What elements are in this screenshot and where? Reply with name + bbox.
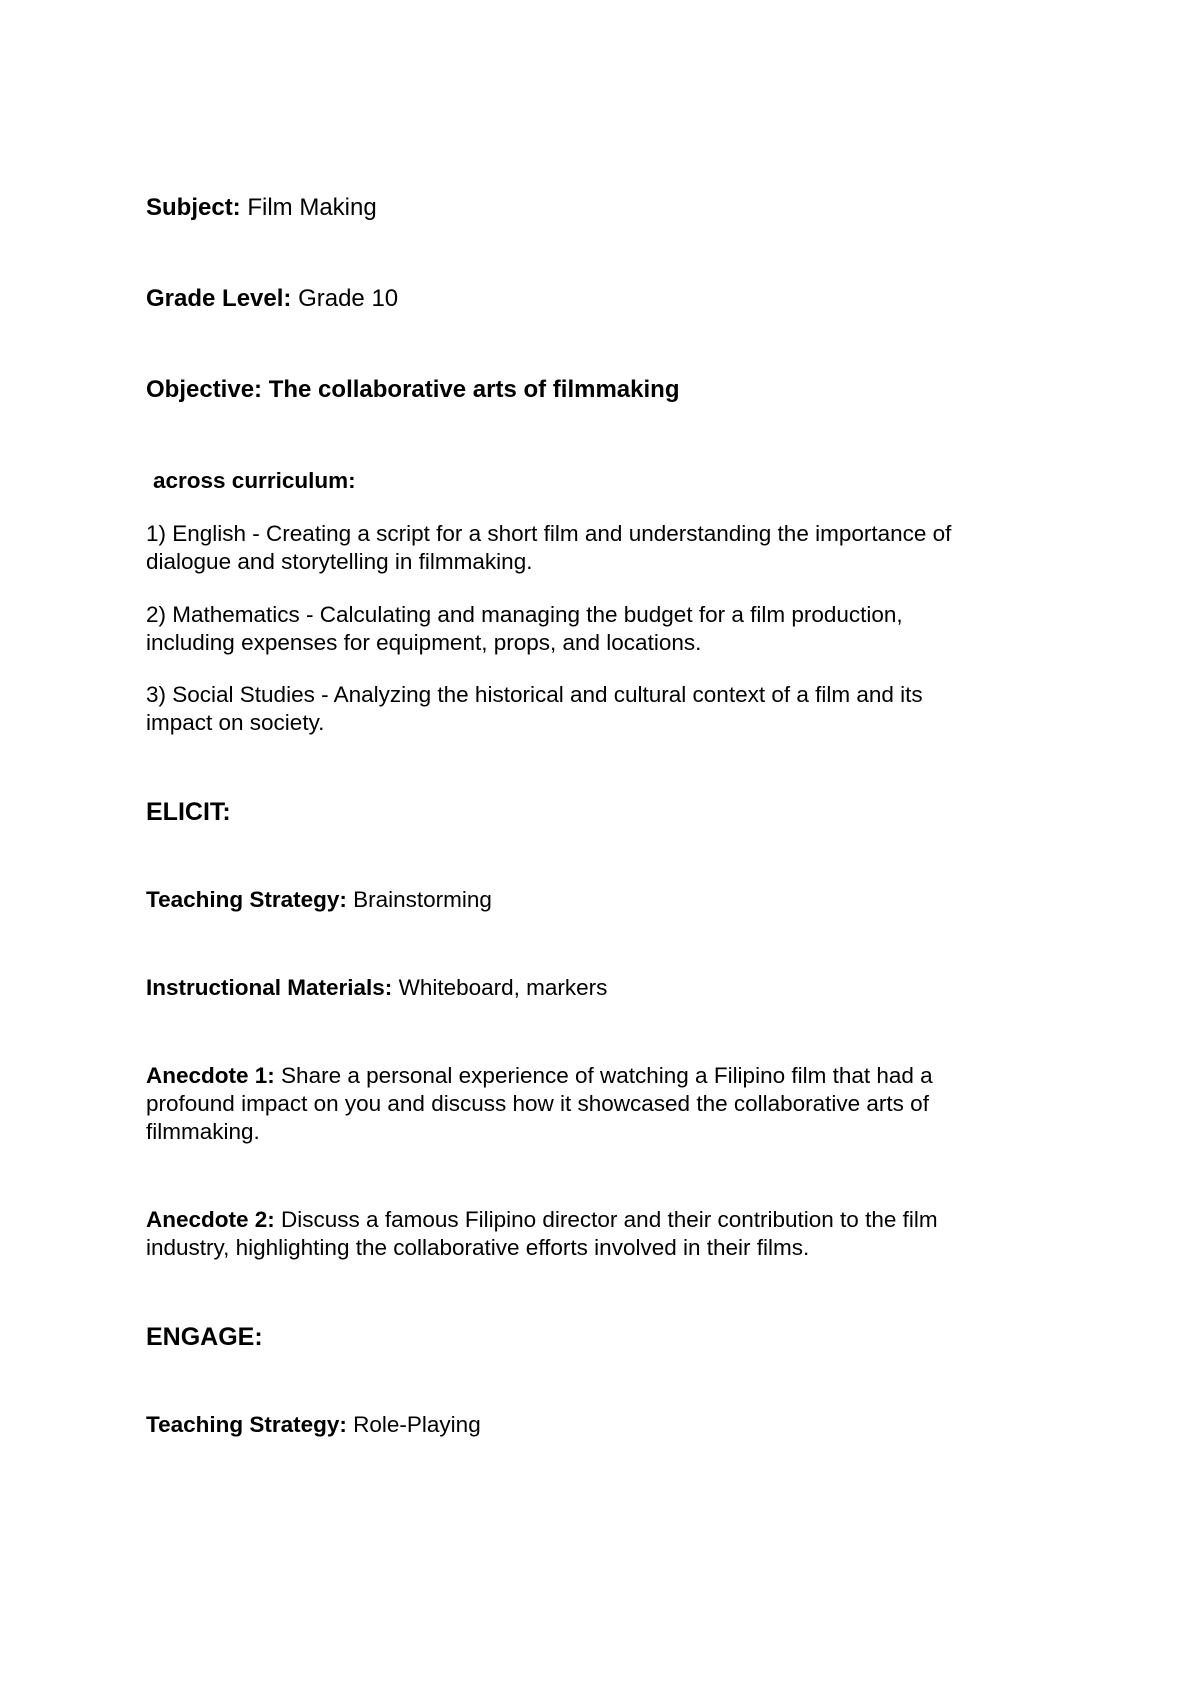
subject-label: Subject: xyxy=(146,194,241,221)
anecdote-2 xyxy=(146,1206,1046,1262)
objective-value: The collaborative arts of filmmaking xyxy=(268,376,680,403)
anecdote-1-line-3: filmmaking. xyxy=(146,1119,260,1144)
instructional-materials-value: Whiteboard, markers xyxy=(398,975,608,1000)
instructional-materials-line xyxy=(146,974,1046,1002)
curriculum-item-2-line-2: including expenses for equipment, props, and locations. xyxy=(146,630,702,655)
curriculum-item-1-line-2: dialogue and storytelling in filmmaking. xyxy=(146,549,533,574)
engage-strategy-line xyxy=(146,1411,1046,1439)
anecdote-1-text-1: Share a personal experience of watching a Filipino film that had a xyxy=(281,1063,933,1088)
curriculum-item-3-line-1: 3) Social Studies - Analyzing the historical and cultural context of a film and its xyxy=(146,682,923,707)
curriculum-item-2-line-1: 2) Mathematics - Calculating and managing the budget for a film production, xyxy=(146,602,903,627)
anecdote-2-line-1 xyxy=(146,1206,1046,1234)
curriculum-heading: across curriculum: xyxy=(153,468,356,493)
anecdote-1 xyxy=(146,1062,1046,1146)
grade-level-line xyxy=(146,285,1046,313)
grade-level-value: Grade 10 xyxy=(298,285,399,312)
curriculum-item-1 xyxy=(146,520,1046,576)
subject-line xyxy=(146,194,1046,222)
anecdote-1-line-2: profound impact on you and discuss how it showcased the collaborative arts of xyxy=(146,1091,929,1116)
curriculum-item-3-line-2: impact on society. xyxy=(146,710,325,735)
elicit-strategy-line xyxy=(146,886,1046,914)
anecdote-2-line-2: industry, highlighting the collaborative efforts involved in their films. xyxy=(146,1235,810,1260)
anecdote-2-label: Anecdote 2: xyxy=(146,1207,275,1232)
anecdote-1-label: Anecdote 1: xyxy=(146,1063,275,1088)
elicit-heading: ELICIT: xyxy=(146,798,231,826)
elicit-strategy-value: Brainstorming xyxy=(353,887,492,912)
curriculum-item-2 xyxy=(146,601,1046,657)
instructional-materials-label: Instructional Materials: xyxy=(146,975,393,1000)
engage-heading: ENGAGE: xyxy=(146,1323,263,1351)
objective-line xyxy=(146,376,1046,404)
engage-strategy-value: Role-Playing xyxy=(353,1412,481,1437)
elicit-strategy-label: Teaching Strategy: xyxy=(146,887,347,912)
curriculum-item-3 xyxy=(146,681,1046,737)
engage-strategy-label: Teaching Strategy: xyxy=(146,1412,347,1437)
subject-value: Film Making xyxy=(247,194,377,221)
grade-level-label: Grade Level: xyxy=(146,285,292,312)
anecdote-1-line-1 xyxy=(146,1062,1046,1090)
curriculum-item-1-line-1: 1) English - Creating a script for a short film and understanding the importance of xyxy=(146,521,952,546)
objective-label: Objective: xyxy=(146,376,263,403)
anecdote-2-text-1: Discuss a famous Filipino director and their contribution to the film xyxy=(281,1207,938,1232)
